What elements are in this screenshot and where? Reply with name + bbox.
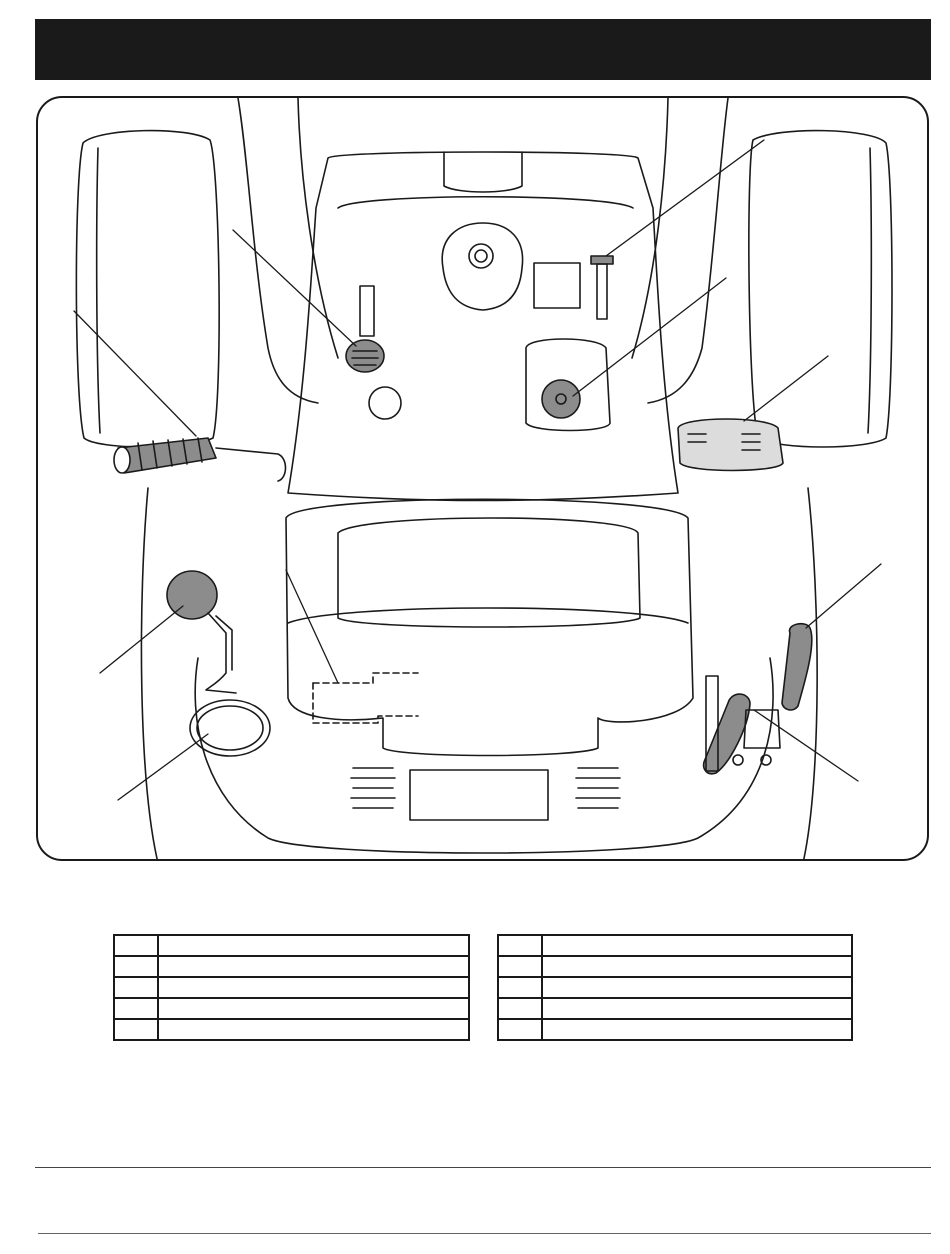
table-row <box>114 977 469 998</box>
mower-illustration <box>38 98 929 861</box>
legend-number <box>498 956 542 977</box>
legend-label <box>542 956 852 977</box>
legend-number <box>498 935 542 956</box>
legend-table-left <box>113 934 470 1041</box>
legend-number <box>114 956 158 977</box>
table-row <box>114 1019 469 1040</box>
table-row <box>498 956 852 977</box>
legend-label <box>158 977 469 998</box>
table-row <box>114 998 469 1019</box>
legend-label <box>542 998 852 1019</box>
left-fender <box>238 98 318 403</box>
footer-divider-top <box>35 1167 931 1168</box>
table-row <box>498 998 852 1019</box>
legend-label <box>542 977 852 998</box>
attachment-plate <box>678 419 783 471</box>
fuel-cap <box>190 700 270 756</box>
steering-boss <box>442 223 522 310</box>
legend-label <box>158 1019 469 1040</box>
table-row <box>498 935 852 956</box>
seat-spring-right <box>576 768 620 808</box>
hydro-control-lever <box>782 624 812 710</box>
legend-number <box>498 998 542 1019</box>
legend-number <box>114 998 158 1019</box>
ignition-switch <box>542 380 580 418</box>
right-fender <box>648 98 728 403</box>
legend-label <box>158 998 469 1019</box>
legend-number <box>114 977 158 998</box>
legend-number <box>114 935 158 956</box>
section-header-bar <box>35 19 931 80</box>
shift-lever-knob <box>167 571 217 619</box>
seat-spring-left <box>351 768 395 808</box>
legend-number <box>498 977 542 998</box>
table-row <box>498 977 852 998</box>
legend-number <box>498 1019 542 1040</box>
legend-label <box>542 935 852 956</box>
table-row <box>114 935 469 956</box>
choke-knob <box>591 256 613 264</box>
throttle-lever-knob <box>346 340 384 372</box>
legend-label <box>158 956 469 977</box>
seat-adjust-outline <box>313 673 418 683</box>
legend-table-right <box>497 934 853 1041</box>
footer-divider-bottom <box>38 1233 931 1234</box>
table-row <box>114 956 469 977</box>
legend-label <box>158 935 469 956</box>
controls-figure <box>36 96 929 861</box>
table-row <box>498 1019 852 1040</box>
legend-label <box>542 1019 852 1040</box>
legend-number <box>114 1019 158 1040</box>
